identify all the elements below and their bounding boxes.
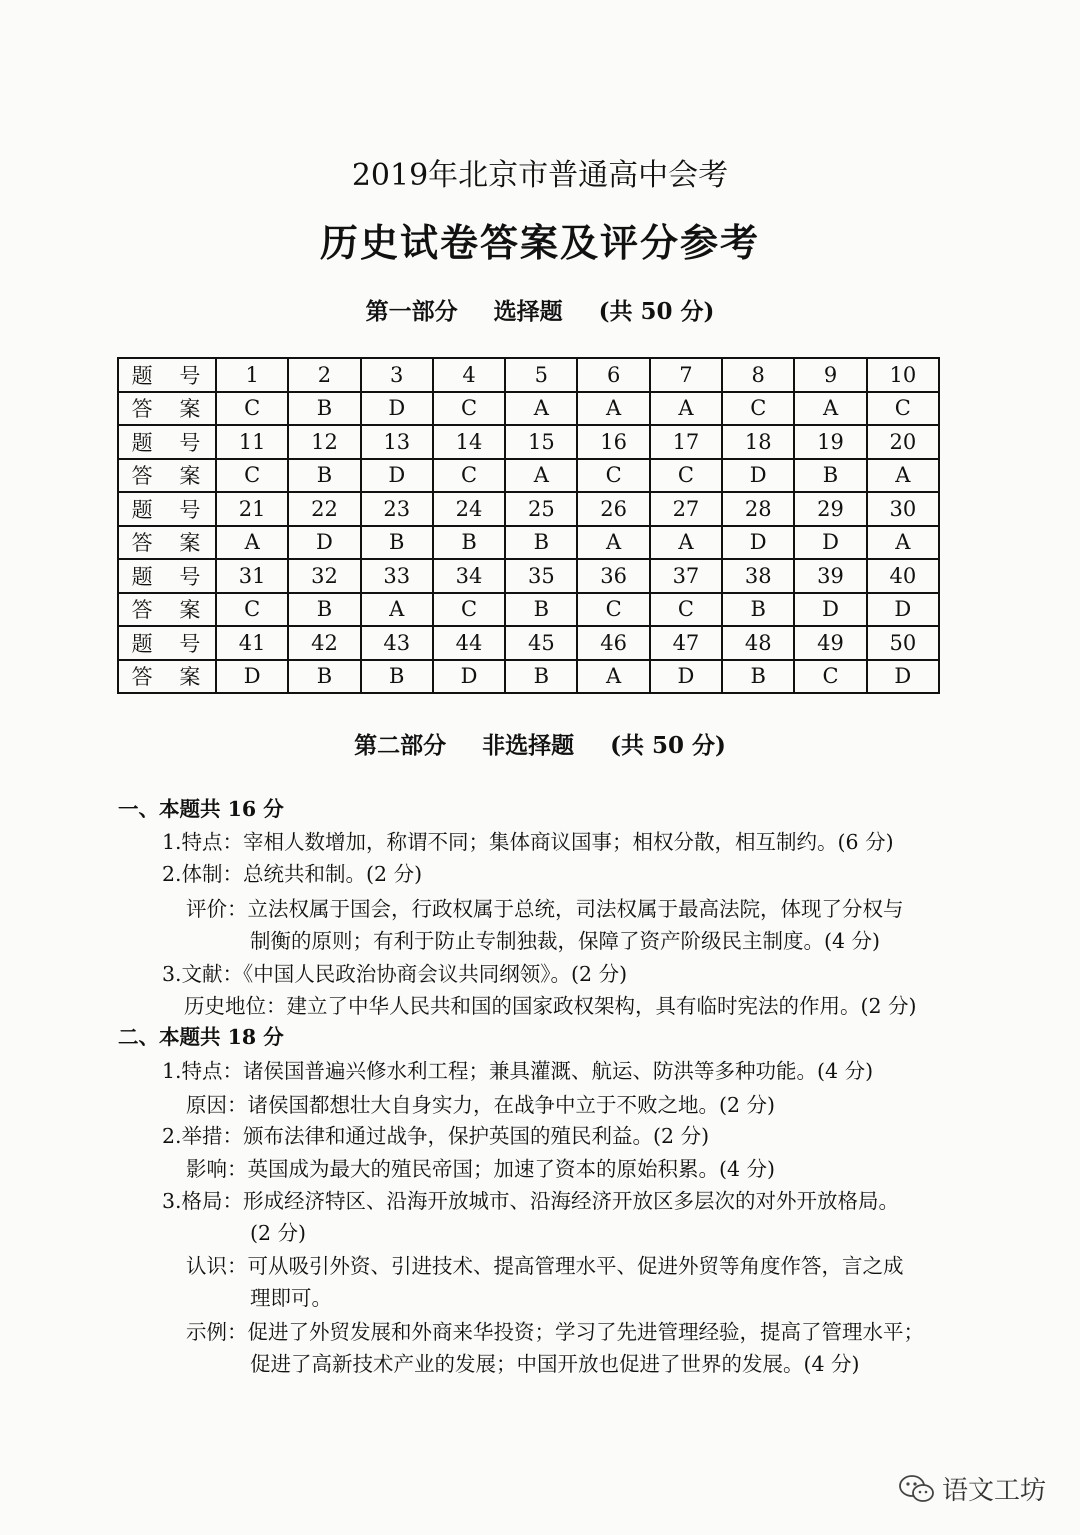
answer-cell: D: [433, 660, 505, 694]
answer-cell: A: [216, 526, 288, 560]
answer-cell: C: [216, 593, 288, 627]
question-number-cell: 41: [216, 626, 288, 660]
answer-cell: B: [361, 660, 433, 694]
question-number-cell: 39: [794, 559, 866, 593]
answer-cell: C: [433, 459, 505, 493]
answer-cell: A: [577, 392, 649, 426]
answer-cell: D: [867, 660, 939, 694]
answer-cell: D: [216, 660, 288, 694]
q2-line: 原因：诸侯国都想壮大自身实力，在战争中立于不败之地。(2 分): [186, 1093, 776, 1117]
answer-cell: A: [577, 526, 649, 560]
question-number-cell: 46: [577, 626, 649, 660]
question-number-cell: 1: [216, 358, 288, 392]
answer-row: [118, 526, 939, 560]
question-number-cell: 20: [867, 425, 939, 459]
question-number-cell: 17: [650, 425, 722, 459]
question-number-cell: 34: [433, 559, 505, 593]
row-header: 题 号: [118, 425, 216, 459]
answer-cell: D: [794, 526, 866, 560]
question-number-cell: 9: [794, 358, 866, 392]
answer-cell: C: [794, 660, 866, 694]
q1-line: 历史地位：建立了中华人民共和国的国家政权架构，具有临时宪法的作用。(2 分): [184, 994, 917, 1018]
row-header: 题 号: [118, 492, 216, 526]
answer-cell: A: [505, 459, 577, 493]
q1-line: 评价：立法权属于国会，行政权属于总统，司法权属于最高法院，体现了分权与: [186, 897, 904, 921]
part1-heading: [0, 293, 1080, 326]
question-number-cell: 18: [722, 425, 794, 459]
question-number-cell: 45: [505, 626, 577, 660]
question-number-cell: 26: [577, 492, 649, 526]
question-number-cell: 10: [867, 358, 939, 392]
question-number-cell: 7: [650, 358, 722, 392]
answer-cell: A: [867, 459, 939, 493]
q2-line: 2.举措：颁布法律和通过战争，保护英国的殖民利益。(2 分): [162, 1124, 710, 1148]
answer-cell: C: [650, 459, 722, 493]
answer-cell: B: [361, 526, 433, 560]
answer-row: [118, 660, 939, 694]
part1-score: (共 50 分): [598, 298, 715, 325]
row-header: 题 号: [118, 626, 216, 660]
q1-line: 1.特点：宰相人数增加，称谓不同；集体商议国事；相权分散，相互制约。(6 分): [162, 830, 894, 854]
answer-cell: D: [361, 459, 433, 493]
watermark-text: 语文工坊: [942, 1476, 1047, 1506]
answer-cell: B: [722, 660, 794, 694]
answer-cell: B: [722, 593, 794, 627]
question-number-cell: 4: [433, 358, 505, 392]
question-number-cell: 43: [361, 626, 433, 660]
answer-row: [118, 459, 939, 493]
question-number-cell: 21: [216, 492, 288, 526]
q1-heading: 一、本题共 16 分: [118, 797, 284, 821]
answer-cell: C: [577, 593, 649, 627]
q1-line: 制衡的原则；有利于防止专制独裁，保障了资产阶级民主制度。(4 分): [250, 929, 881, 953]
number-row: [118, 492, 939, 526]
answer-cell: C: [433, 392, 505, 426]
question-number-cell: 40: [867, 559, 939, 593]
row-header: 题 号: [118, 358, 216, 392]
question-number-cell: 24: [433, 492, 505, 526]
question-number-cell: 15: [505, 425, 577, 459]
row-header: 题 号: [118, 559, 216, 593]
question-number-cell: 48: [722, 626, 794, 660]
question-number-cell: 16: [577, 425, 649, 459]
number-row: [118, 425, 939, 459]
question-number-cell: 31: [216, 559, 288, 593]
question-number-cell: 38: [722, 559, 794, 593]
question-number-cell: 13: [361, 425, 433, 459]
answer-cell: C: [650, 593, 722, 627]
answer-cell: B: [288, 392, 360, 426]
q1-line: 2.体制：总统共和制。(2 分): [162, 862, 423, 886]
answer-cell: C: [433, 593, 505, 627]
question-number-cell: 2: [288, 358, 360, 392]
question-number-cell: 19: [794, 425, 866, 459]
question-number-cell: 27: [650, 492, 722, 526]
answer-row: [118, 392, 939, 426]
question-number-cell: 3: [361, 358, 433, 392]
answer-cell: D: [288, 526, 360, 560]
answer-row: [118, 593, 939, 627]
question-number-cell: 22: [288, 492, 360, 526]
q2-line: 理即可。: [250, 1286, 332, 1310]
answer-table: [117, 357, 940, 694]
answer-cell: D: [867, 593, 939, 627]
question-number-cell: 37: [650, 559, 722, 593]
part1-name: 选择题: [493, 298, 563, 325]
question-number-cell: 29: [794, 492, 866, 526]
answer-cell: A: [650, 526, 722, 560]
question-number-cell: 44: [433, 626, 505, 660]
row-header: 答 案: [118, 459, 216, 493]
answer-cell: A: [361, 593, 433, 627]
watermark: [898, 1470, 1046, 1507]
part2-label: 第二部分: [354, 732, 447, 759]
q2-line: 示例：促进了外贸发展和外商来华投资；学习了先进管理经验，提高了管理水平；: [186, 1320, 924, 1344]
question-number-cell: 12: [288, 425, 360, 459]
question-number-cell: 33: [361, 559, 433, 593]
number-row: [118, 358, 939, 392]
question-number-cell: 50: [867, 626, 939, 660]
question-number-cell: 35: [505, 559, 577, 593]
question-number-cell: 5: [505, 358, 577, 392]
answer-cell: C: [216, 459, 288, 493]
q2-line: 认识：可从吸引外资、引进技术、提高管理水平、促进外贸等角度作答，言之成: [186, 1254, 904, 1278]
answer-cell: C: [722, 392, 794, 426]
question-number-cell: 23: [361, 492, 433, 526]
answer-cell: B: [794, 459, 866, 493]
answer-cell: D: [650, 660, 722, 694]
question-number-cell: 6: [577, 358, 649, 392]
answer-cell: B: [505, 593, 577, 627]
part2-score: (共 50 分): [610, 732, 726, 759]
row-header: 答 案: [118, 392, 216, 426]
answer-cell: C: [867, 392, 939, 426]
q2-line: 影响：英国成为最大的殖民帝国；加速了资本的原始积累。(4 分): [186, 1157, 776, 1181]
question-number-cell: 8: [722, 358, 794, 392]
answer-cell: B: [433, 526, 505, 560]
exam-title: 2019年北京市普通高中会考: [351, 158, 729, 193]
answer-cell: B: [288, 593, 360, 627]
question-number-cell: 30: [867, 492, 939, 526]
question-number-cell: 49: [794, 626, 866, 660]
question-number-cell: 32: [288, 559, 360, 593]
number-row: [118, 626, 939, 660]
answer-cell: B: [288, 459, 360, 493]
answer-cell: D: [722, 526, 794, 560]
question-number-cell: 28: [722, 492, 794, 526]
q2-line: (2 分): [250, 1221, 307, 1245]
answer-cell: B: [505, 660, 577, 694]
answer-cell: D: [794, 593, 866, 627]
question-number-cell: 14: [433, 425, 505, 459]
row-header: 答 案: [118, 660, 216, 694]
q1-line: 3.文献：《中国人民政治协商会议共同纲领》。(2 分): [162, 962, 628, 986]
part2-heading: [0, 727, 1080, 760]
part1-label: 第一部分: [365, 298, 458, 325]
row-header: 答 案: [118, 593, 216, 627]
answer-cell: D: [361, 392, 433, 426]
q2-line: 3.格局：形成经济特区、沿海开放城市、沿海经济开放区多层次的对外开放格局。: [162, 1189, 900, 1213]
answer-cell: B: [288, 660, 360, 694]
q2-heading: 二、本题共 18 分: [118, 1025, 284, 1049]
question-number-cell: 11: [216, 425, 288, 459]
answer-cell: D: [722, 459, 794, 493]
answer-cell: A: [577, 660, 649, 694]
row-header: 答 案: [118, 526, 216, 560]
answer-cell: A: [867, 526, 939, 560]
answer-cell: A: [650, 392, 722, 426]
answer-cell: A: [505, 392, 577, 426]
question-number-cell: 25: [505, 492, 577, 526]
answer-cell: C: [577, 459, 649, 493]
q2-line: 促进了高新技术产业的发展；中国开放也促进了世界的发展。(4 分): [250, 1352, 860, 1376]
answer-cell: B: [505, 526, 577, 560]
document-title: 历史试卷答案及评分参考: [319, 220, 760, 265]
answer-cell: A: [794, 392, 866, 426]
part2-name: 非选择题: [482, 732, 575, 759]
number-row: [118, 559, 939, 593]
answer-cell: C: [216, 392, 288, 426]
wechat-icon: [898, 1474, 936, 1504]
question-number-cell: 36: [577, 559, 649, 593]
q2-line: 1.特点：诸侯国普遍兴修水利工程；兼具灌溉、航运、防洪等多种功能。(4 分): [162, 1059, 874, 1083]
question-number-cell: 47: [650, 626, 722, 660]
question-number-cell: 42: [288, 626, 360, 660]
